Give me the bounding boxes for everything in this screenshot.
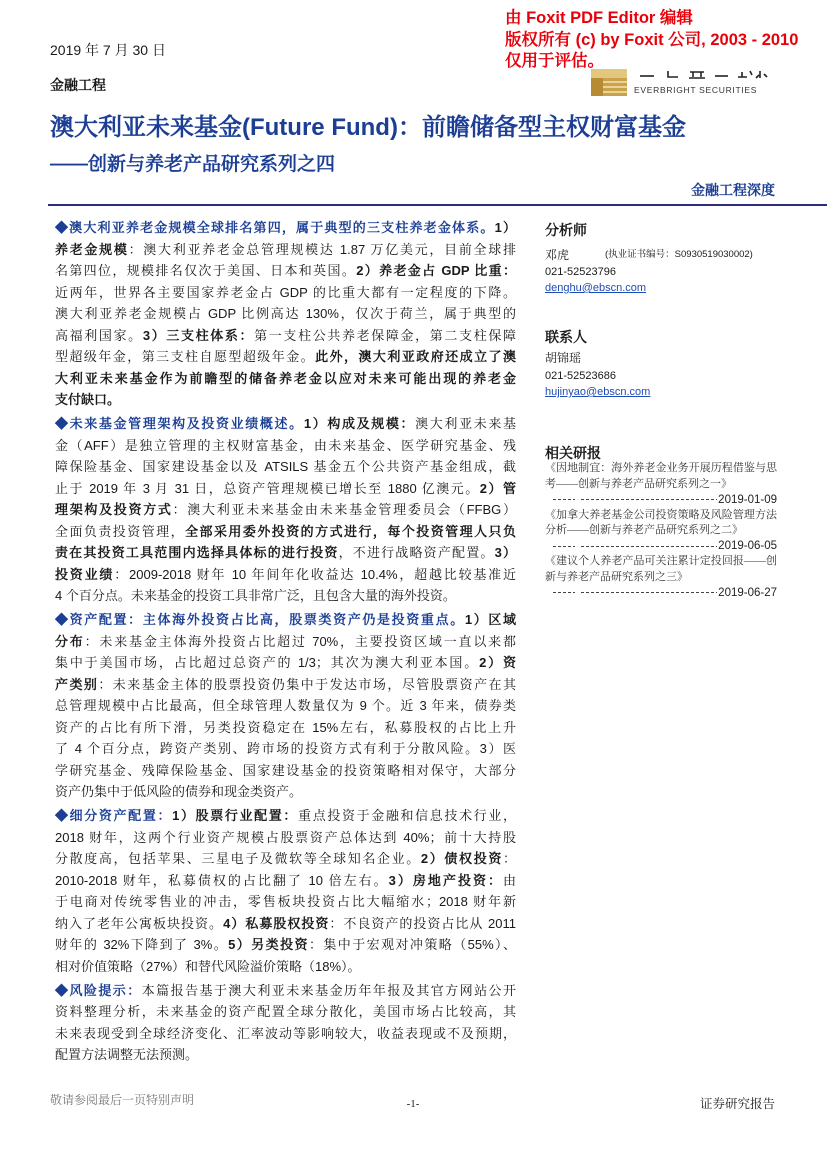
text-line (55, 239, 516, 261)
text-line (55, 217, 516, 239)
bold-text: 3）房地产投资： (388, 872, 503, 888)
text-line (55, 325, 516, 347)
text-line (55, 478, 516, 500)
text-line (55, 389, 516, 411)
related-report-date-row (545, 539, 777, 555)
report-type-tag: 金融工程深度 (691, 182, 775, 198)
text-line (55, 631, 516, 653)
summary-column (55, 217, 516, 1066)
related-reports-list (545, 461, 777, 601)
body-text: 2010-2018 财年，私募债权的占比翻了 10 倍左右。 (55, 872, 389, 888)
footer-notice-clip (50, 1093, 210, 1107)
text-line (55, 717, 516, 739)
body-text: 于电商对传统零售业的冲击，零售板块投资占比大幅缩水；2018 财年新 (55, 894, 516, 909)
summary-paragraph (55, 217, 516, 411)
text-line (55, 695, 516, 717)
text-line (55, 346, 516, 368)
body-text: 资产的占比有所下滑，另类投资稳定在 15%左右，私募股权的占比上升 (55, 719, 516, 735)
text-line (55, 848, 516, 870)
body-text: 全面负责投资管理， (55, 523, 186, 539)
section-heading: ◆未来基金管理架构及投资业绩概述。 (55, 416, 304, 431)
related-reports-heading: 相关研报 (545, 445, 601, 461)
dash-leader (581, 592, 717, 593)
bold-text: 3）三支柱体系： (142, 327, 255, 343)
section-heading: ◆资产配置：主体海外投资占比高，股票类资产仍是投资重点。 (55, 612, 465, 627)
analyst-email-link[interactable]: denghu@ebscn.com (545, 282, 647, 294)
summary-paragraph (55, 980, 516, 1066)
footer-notice: 敬请参阅最后一页特别声明 (50, 1093, 195, 1107)
text-line (55, 781, 516, 803)
body-text: 资料整理分析，未来基金的资产配置全球分散化，美国市场占比较高，其 (55, 1004, 516, 1019)
bold-text: 责在其投资工具范围内选择具体标的进行投资 (55, 545, 339, 560)
text-line (55, 368, 516, 390)
bold-text: 2）资 (479, 655, 516, 670)
section-heading: ◆澳大利亚养老金规模全球排名第四，属于典型的三支柱养老金体系。 (55, 220, 495, 235)
body-text: 第一支柱公共养老保障金，第二支柱保障 (254, 327, 516, 343)
text-line (55, 956, 516, 978)
analyst-heading: 分析师 (545, 222, 587, 238)
related-report-date-row (545, 585, 777, 601)
text-line (55, 303, 516, 325)
analyst-phone: 021-52523796 (545, 266, 616, 278)
text-line (55, 282, 516, 304)
text-line (55, 934, 516, 956)
body-text: ：澳大利亚未来基金由未来基金管理委员会（FFBG） (172, 502, 516, 517)
bold-text: 2）养老金占 GDP 比重： (356, 263, 516, 278)
section-heading: ◆风险提示： (55, 982, 142, 998)
section-heading: ◆细分资产配置： (55, 808, 173, 823)
text-line (55, 805, 516, 827)
related-report[interactable] (545, 508, 777, 555)
body-text: 本篇报告基于澳大利亚未来基金历年年报及其官方网站公开 (141, 982, 516, 998)
body-text: 障保险基金、国家建设基金以及 ATSILS 基金五个公共资产基金组成，截 (55, 459, 516, 474)
body-text: 未来表现受到全球经济变化、汇率波动等影响较大，收益表现或不及预期， (55, 1025, 516, 1041)
watermark-line: 由 Foxit PDF Editor 编辑 (505, 9, 693, 27)
body-text: 由 (503, 872, 517, 888)
related-report-title[interactable]: 《因地制宜：海外养老金业务开展历程借鉴与思考——创新与养老产品研究系列之一》 (545, 462, 777, 490)
body-text: 4 个百分点。未来基金的投资工具非常广泛，且包含大量的海外投资。 (55, 588, 456, 603)
bold-text: 分布 (55, 633, 85, 649)
bold-text: 2）管 (479, 480, 516, 496)
related-report-date-row (545, 492, 777, 508)
contact-email-link[interactable]: hujinyao@ebscn.com (545, 386, 651, 398)
text-line (55, 674, 516, 696)
text-line (55, 564, 516, 586)
body-text: 止于 2019 年 3 月 31 日，总资产管理规模已增长至 1880 亿澳元。 (55, 480, 480, 496)
summary-paragraph (55, 805, 516, 977)
bold-text: 5）另类投资 (228, 937, 309, 952)
body-text: ：未来基金主体海外投资占比超过 70%，主要投资区域一直以来都 (84, 633, 516, 649)
page-subtitle: ——创新与养老产品研究系列之四 (50, 154, 336, 175)
body-text: ：不良资产的投资占比从 2011 (329, 915, 516, 931)
text-line (55, 521, 516, 543)
body-text: ：2009-2018 财年 10 年间年化收益达 10.4%，超越比较基准近 (114, 566, 516, 582)
text-line (55, 413, 516, 435)
body-text: 财年的 32%下降到了 3%。 (55, 937, 229, 952)
body-text: ：澳大利亚养老金总管理规模达 1.87 万亿美元，目前全球排 (128, 241, 516, 257)
related-report-title[interactable]: 《建议个人养老产品可关注累计定投回报——创新与养老产品研究系列之三》 (545, 555, 777, 583)
body-text: 分散度高，包括苹果、三星电子及微软等全球知名企业。 (55, 851, 421, 866)
body-text: 相对价值策略（27%）和替代风险溢价策略（18%）。 (55, 958, 361, 974)
body-text: 2018 财年，这两个行业资产规模占股票资产总体达到 40%；前十大持股 (55, 829, 516, 845)
dash-leader (581, 499, 717, 500)
bold-text: 支付缺口。 (55, 392, 121, 407)
bold-text: 大利亚未来基金作为前瞻型的储备养老金以应对未来可能出现的养老金 (55, 370, 516, 386)
report-date: 2019 年 7 月 30 日 (50, 42, 166, 58)
bold-text: 理架构及投资方式 (55, 502, 173, 517)
contact-name: 胡锦瑶 (545, 351, 582, 365)
header-divider (48, 204, 827, 206)
bold-text: 产类别 (55, 676, 99, 692)
text-line (55, 609, 516, 631)
related-report-date: 2019-06-05 (718, 540, 777, 553)
bold-text: 1）构成及规模： (303, 416, 416, 431)
related-report[interactable] (545, 461, 777, 508)
body-text: 纳入了老年公寓板块投资。 (55, 915, 224, 931)
bold-text: 此外，澳大利亚政府还成立了澳 (315, 349, 516, 364)
bold-text: 1） (494, 220, 516, 235)
bold-text: 3） (494, 545, 516, 560)
body-text: 澳大利亚未来基 (415, 416, 516, 431)
body-text: 总管理规模中占比最高，但全球管理人数量仅为 9 个。近 3 年来，债券类 (55, 698, 516, 713)
related-report-date: 2019-01-09 (718, 493, 777, 506)
body-text: 金（AFF）是独立管理的主权财富基金，由未来基金、医学研究基金、残 (55, 437, 516, 453)
bold-text: 2）债权投资 (420, 851, 503, 866)
watermark-line: 版权所有 (c) by Foxit 公司, 2003 - 2010 (505, 30, 799, 49)
summary-paragraph (55, 413, 516, 607)
text-line (55, 1044, 516, 1066)
dash-leader (553, 592, 575, 593)
logo-english-name: EVERBRIGHT SECURITIES (634, 85, 758, 95)
page-title: 澳大利亚未来基金(Future Fund)：前瞻储备型主权财富基金 (50, 114, 686, 141)
text-line (55, 1001, 516, 1023)
summary-paragraph (55, 609, 516, 803)
body-text: 名第四位，规模排名仅次于美国、日本和英国。 (55, 263, 357, 278)
body-text: 资产仍集中于低风险的债券和现金类资产。 (55, 784, 303, 799)
body-text: ，不进行战略资产配置。 (338, 545, 495, 560)
watermark-line: 仅用于评估。 (505, 52, 604, 70)
body-text: ：集中于宏观对冲策略（55%）、 (308, 937, 516, 952)
body-text: 重点投资于金融和信息技术行业， (298, 808, 516, 823)
body-text: 澳大利亚养老金规模占 GDP 比例高达 130%，仅次于荷兰，属于典型的 (55, 306, 516, 321)
text-line (55, 456, 516, 478)
body-text: 配置方法调整无法预测。 (55, 1047, 199, 1062)
dash-leader (581, 546, 717, 547)
text-line (55, 738, 516, 760)
text-line (55, 652, 516, 674)
bold-text: 4）私募股权投资 (223, 915, 330, 931)
text-line (55, 435, 516, 457)
body-text: ： (502, 851, 516, 866)
text-line (55, 760, 516, 782)
text-line (55, 870, 516, 892)
everbright-logo-icon (591, 69, 627, 96)
body-text: 学研究基金、残障保险基金、国家建设基金的投资策略相对保守，大部分 (55, 762, 516, 778)
text-line (55, 585, 516, 607)
body-text: 高福利国家。 (55, 327, 143, 343)
bold-text: 全部采用委外投资的方式进行，每个投资管理人只负 (185, 523, 516, 539)
text-line (55, 891, 516, 913)
bold-text: 1）股票行业配置： (172, 808, 299, 823)
body-text: 型超级年金，第三支柱自愿型超级年金。 (55, 349, 316, 364)
text-line (55, 827, 516, 849)
editor-watermark (505, 8, 798, 73)
contact-heading: 联系人 (545, 329, 587, 345)
page-number: -1- (406, 1098, 420, 1110)
text-line (55, 542, 516, 564)
dash-leader (553, 499, 575, 500)
analyst-certificate: (执业证书编号：S0930519030002) (605, 249, 753, 260)
bold-text: 养老金规模 (55, 241, 129, 257)
bold-text: 投资业绩 (55, 566, 115, 582)
dash-leader (553, 546, 575, 547)
analyst-name: 邓虎 (545, 248, 570, 262)
related-report-date: 2019-06-27 (718, 586, 777, 599)
report-category: 金融工程 (50, 77, 106, 93)
body-text: ：未来基金主体的股票投资仍集中于发达市场，尽管股票资产在其 (98, 676, 516, 692)
document-type: 证券研究报告 (699, 1097, 775, 1111)
related-report[interactable] (545, 554, 777, 601)
body-text: 集中于美国市场，占比超过总资产的 1/3；其次为澳大利亚本国。 (55, 655, 480, 670)
contact-phone: 021-52523686 (545, 370, 616, 382)
text-line (55, 1023, 516, 1045)
bold-text: 1）区域 (464, 612, 516, 627)
body-text: 近两年，世界各主要国家养老金占 GDP 的比重大都有一定程度的下降。 (55, 284, 516, 300)
text-line (55, 913, 516, 935)
analyst-row (545, 247, 777, 263)
text-line (55, 980, 516, 1002)
body-text: 了 4 个百分点，跨资产类别、跨市场的投资方式有利于分散风险。3）医 (55, 741, 516, 756)
text-line (55, 499, 516, 521)
related-report-title[interactable]: 《加拿大养老基金公司投资策略及风险管理方法分析——创新与养老产品研究系列之二》 (545, 508, 777, 536)
text-line (55, 260, 516, 282)
